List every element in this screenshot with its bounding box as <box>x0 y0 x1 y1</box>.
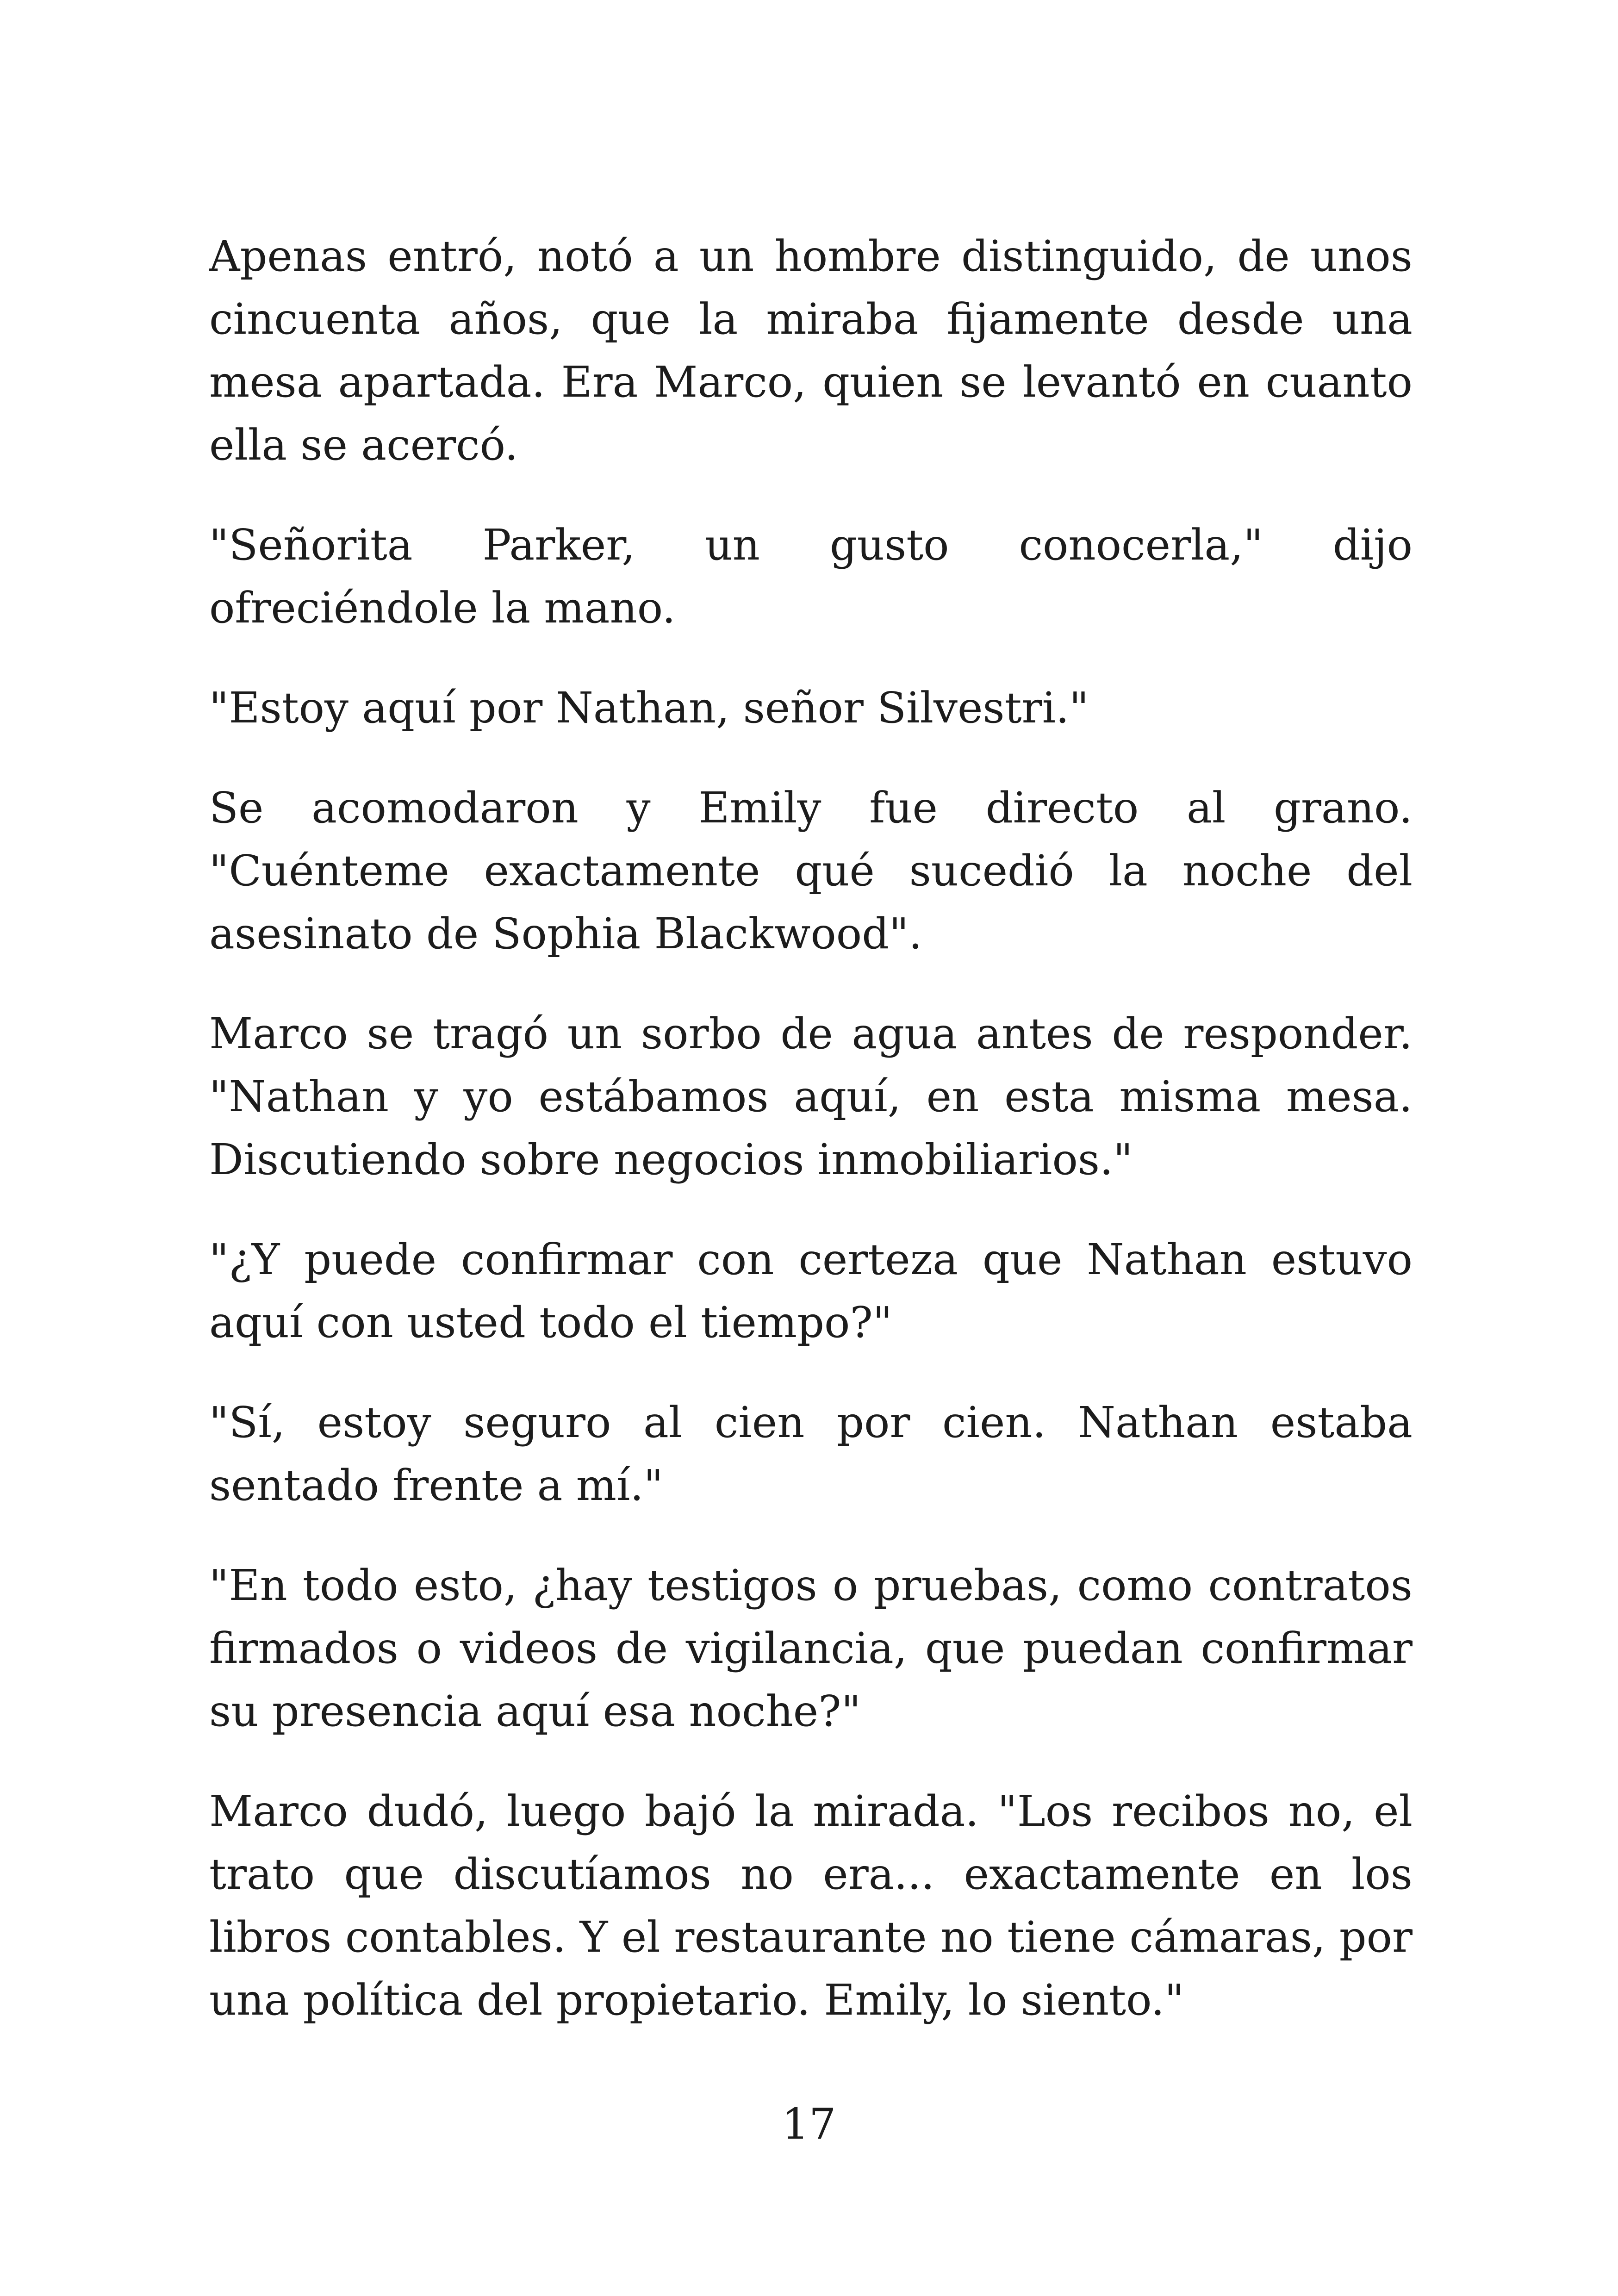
paragraph: Marco dudó, luego bajó la mirada. "Los recibos no, el trato que discutíamos no era... exactamente en los libros contables. Y el restaurante no tiene cámaras, por una política del propietario. Emily, lo siento." <box>209 1786 1413 2025</box>
body-text <box>209 225 1413 2069</box>
paragraph: "Señorita Parker, un gusto conocerla," dijo ofreciéndole la mano. <box>209 520 1413 633</box>
page-number: 17 <box>782 2099 836 2149</box>
paragraph: Se acomodaron y Emily fue directo al grano. "Cuénteme exactamente qué sucedió la noche del asesinato de Sophia Blackwood". <box>209 783 1413 958</box>
paragraph: Apenas entró, notó a un hombre distinguido, de unos cincuenta años, que la miraba fijamente desde una mesa apartada. Era Marco, quien se levantó en cuanto ella se acercó. <box>209 231 1413 470</box>
paragraph: "¿Y puede confirmar con certeza que Nathan estuvo aquí con usted todo el tiempo?" <box>209 1235 1413 1347</box>
paragraph: Marco se tragó un sorbo de agua antes de responder. "Nathan y yo estábamos aquí, en esta misma mesa. Discutiendo sobre negocios inmobiliarios." <box>209 1009 1413 1184</box>
paragraph: "En todo esto, ¿hay testigos o pruebas, como contratos firmados o videos de vigilancia, que puedan confirmar su presencia aquí esa noche?" <box>209 1561 1413 1736</box>
paragraph: "Estoy aquí por Nathan, señor Silvestri." <box>209 683 1089 733</box>
paragraph: "Sí, estoy seguro al cien por cien. Nathan estaba sentado frente a mí." <box>209 1398 1413 1510</box>
